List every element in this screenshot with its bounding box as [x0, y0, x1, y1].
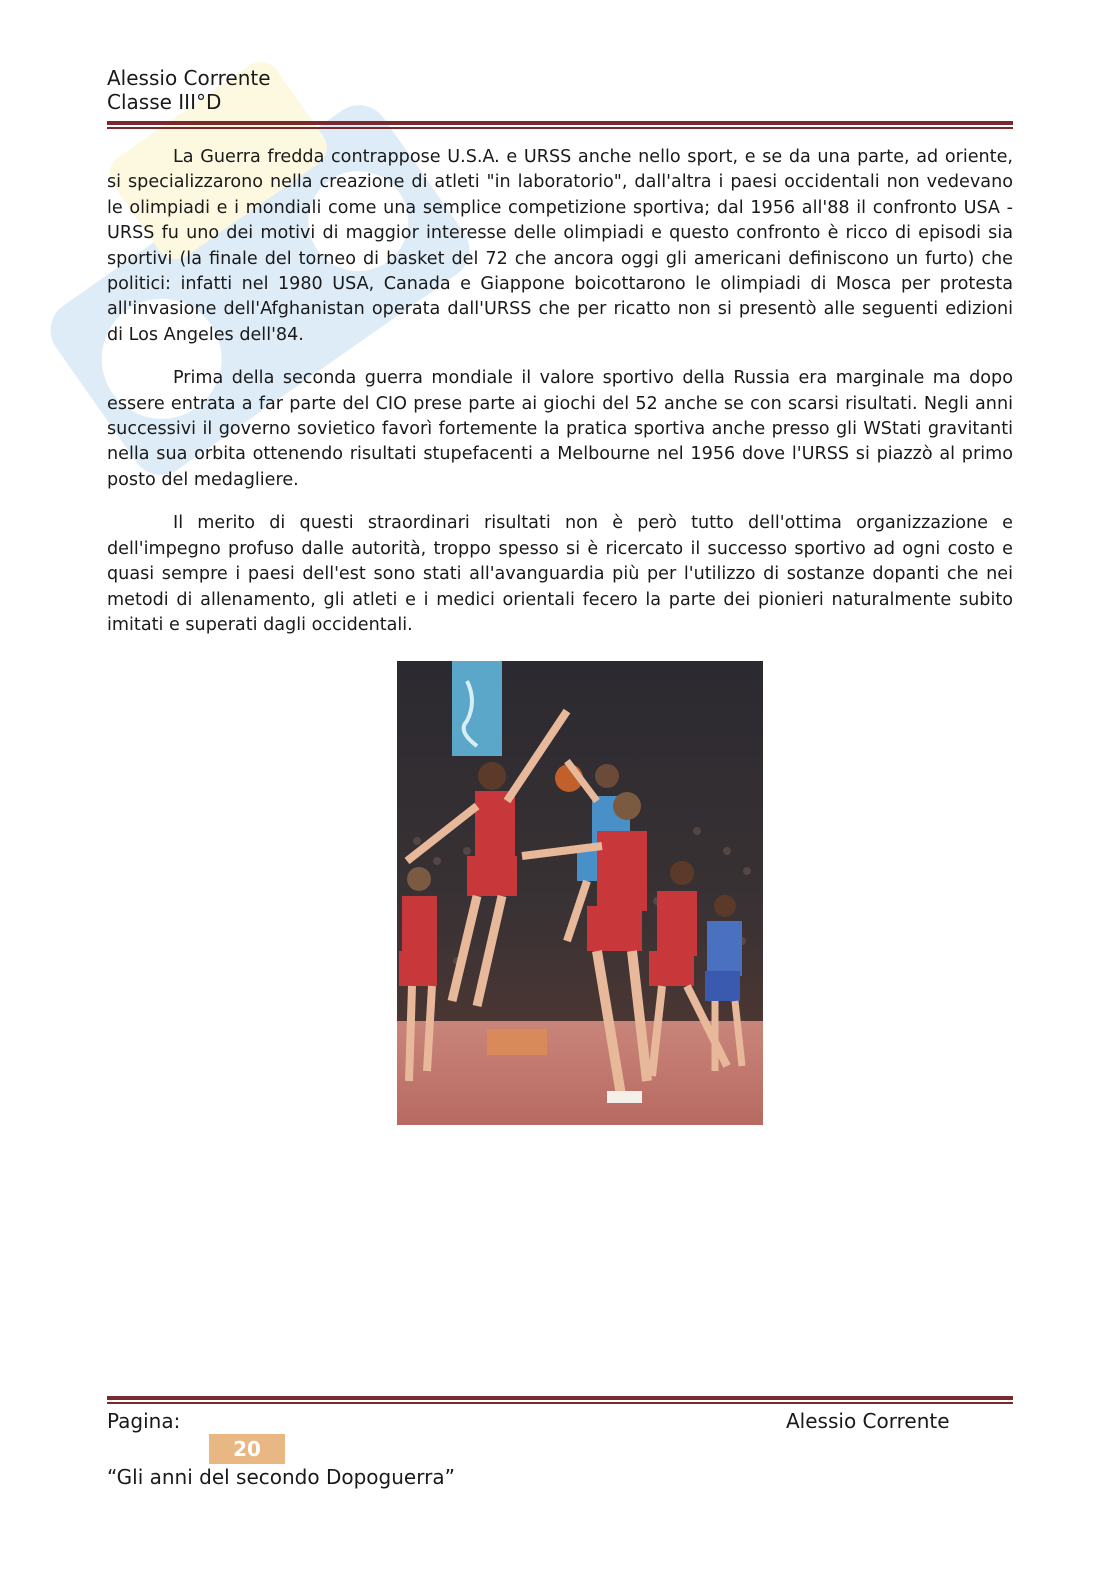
basketball-photo	[397, 661, 763, 1125]
header-rule	[107, 121, 1013, 129]
footer-author: Alessio Corrente	[786, 1409, 950, 1433]
page-number-badge: 20	[209, 1434, 285, 1464]
paragraph: La Guerra fredda contrappose U.S.A. e URSS anche nello sport, e se da una parte, ad oriente, si specializzarono nella creazione di atleti "in laboratorio", dall'altra i paesi occidentali non vedevano le olimpiadi e i mondiali come una semplice competizione sportiva; dal 1956 all'88 il confronto USA - URSS fu uno dei motivi di maggior interesse delle olimpiadi e questo confronto è ricco di episodi sia sportivi (la finale del torneo di basket del 72 che ancora oggi gli americani definiscono un furto) che politici: infatti nel 1980 USA, Canada e Giappone boicottarono le olimpiadi di Mosca per protesta all'invasione dell'Afghanistan operata dall'URSS che per ricatto non si presentò alle seguenti edizioni di Los Angeles dell'84.	[107, 147, 1013, 345]
header-class: Classe III°D	[107, 90, 222, 114]
page-header	[107, 66, 271, 114]
footer-rule	[107, 1396, 1013, 1404]
footer-title: “Gli anni del secondo Dopoguerra”	[107, 1465, 455, 1489]
page-label: Pagina:	[107, 1409, 181, 1433]
header-author: Alessio Corrente	[107, 66, 271, 90]
paragraph: Prima della seconda guerra mondiale il valore sportivo della Russia era marginale ma dopo essere entrata a far parte del CIO prese parte ai giochi del 52 anche se con scarsi risultati. Negli anni successivi il governo sovietico favorì fortemente la pratica sportiva anche presso gli WStati gravitanti nella sua orbita ottenendo risultati stupefacenti a Melbourne nel 1956 dove l'URSS si piazzò al primo posto del medagliere.	[107, 368, 1013, 490]
body-text	[107, 145, 1013, 656]
paragraph: Il merito di questi straordinari risultati non è però tutto dell'ottima organizzazione e dell'impegno profuso dalle autorità, troppo spesso si è ricercato il successo sportivo ad ogni costo e quasi sempre i paesi dell'est sono stati all'avanguardia più per l'utilizzo di sostanze dopanti che nei metodi di allenamento, gli atleti e i medici orientali fecero la parte dei pionieri naturalmente subito imitati e superati dagli occidentali.	[107, 513, 1013, 635]
